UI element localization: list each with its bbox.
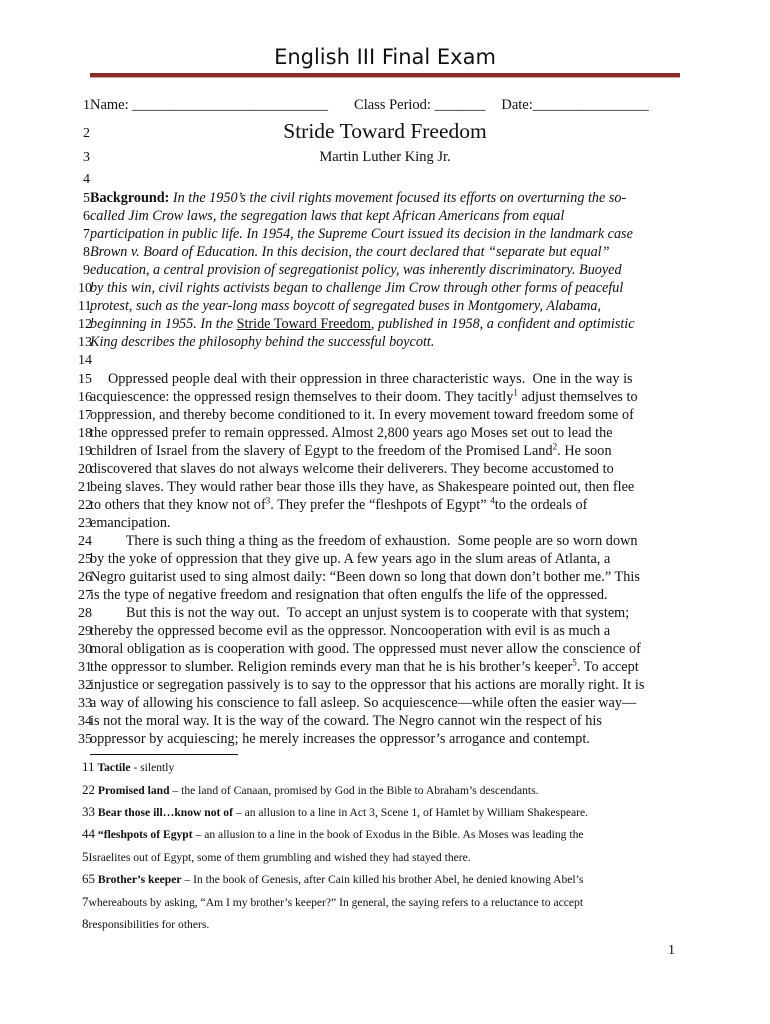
background-text: , published in 1958, a confident and optimistic <box>370 316 635 332</box>
line-number: 18 <box>78 426 93 441</box>
line-number: 1 <box>83 98 90 113</box>
line-number: 25 <box>78 552 93 567</box>
footnote <box>82 782 702 798</box>
body-text: being slaves. They would rather bear those ills they have, as Shakespeare pointed out, then flee <box>90 479 635 495</box>
line-number: 9 <box>83 263 90 278</box>
background-text: called Jim Crow laws, the segregation laws that kept African Americans from equal <box>90 208 565 224</box>
body-line <box>78 730 690 748</box>
background-text: King describes the philosophy behind the successful boycott. <box>90 334 435 350</box>
body-line <box>78 388 690 406</box>
body-text: Negro guitarist used to sing almost daily: “Been down so long that down don’t bother me.” This <box>90 569 640 585</box>
background-line <box>78 243 690 261</box>
line-number: 10 <box>78 281 92 296</box>
body-text: to others that they know not of <box>90 497 266 513</box>
name-field[interactable]: Name: ___________________________ <box>90 97 329 113</box>
body-line <box>78 550 690 568</box>
line-number: 32 <box>78 678 93 693</box>
class-period-field[interactable]: Class Period: _______ <box>354 97 486 113</box>
background-line <box>78 279 690 297</box>
background-text: beginning in 1955. In the <box>90 316 237 332</box>
body-text: a way of allowing his conscience to fall asleep. So acquiescence—while often the easier way— <box>90 695 637 711</box>
footnote-term: “fleshpots of Egypt <box>97 828 193 841</box>
footnote-number: 5 <box>82 849 89 864</box>
footnote-number: 33 <box>82 804 95 819</box>
footnote-definition: – an allusion to a line in the book of Exodus in the Bible. As Moses was leading the <box>192 828 584 841</box>
line-number: 5 <box>83 191 90 206</box>
body-text: acquiescence: the oppressed resign themselves to their doom. They tacitly <box>90 389 514 405</box>
body-text: . They prefer the “fleshpots of Egypt” <box>270 497 491 513</box>
line-number: 34 <box>78 714 93 729</box>
page-number: 1 <box>668 943 675 958</box>
line-4 <box>78 170 690 188</box>
line-number: 2 <box>83 126 90 141</box>
footnote-number: 44 <box>82 826 95 841</box>
footnote-term: Brother’s keeper <box>97 873 182 886</box>
line-number: 27 <box>78 588 93 603</box>
footnote-ref: 2 <box>552 441 558 452</box>
body-text: There is such thing a thing as the freedom of exhaustion. Some people are so worn down <box>90 533 638 549</box>
background-line <box>78 207 690 225</box>
background-label: Background: <box>90 190 170 206</box>
document-title: Stride Toward Freedom <box>283 119 487 143</box>
footnote-ref: 3 <box>265 495 271 506</box>
footnote-number: 7 <box>82 894 89 909</box>
background-text: Brown v. Board of Education. In this decision, the court declared that “separate but equal” <box>90 244 610 260</box>
line-number: 19 <box>78 444 93 459</box>
body-text: thereby the oppressed become evil as the oppressor. Noncooperation with evil is as much a <box>90 623 611 639</box>
body-line <box>78 532 690 550</box>
footnote-definition: responsibilities for others. <box>88 918 210 931</box>
footnote <box>82 849 702 865</box>
background-line <box>78 189 690 207</box>
body-text: to the ordeals of <box>494 497 588 513</box>
date-field[interactable]: Date:________________ <box>501 97 649 113</box>
line-number: 29 <box>78 624 93 639</box>
body-line <box>78 460 690 478</box>
page-header-title: English III Final Exam <box>274 45 496 69</box>
body-line <box>78 514 690 532</box>
footnote-term: Bear those ill…know not of <box>97 806 233 819</box>
line-number: 6 <box>83 209 90 224</box>
student-info-line <box>78 96 690 114</box>
footnote-number: 22 <box>82 782 95 797</box>
background-text: participation in public life. In 1954, the Supreme Court issued its decision in the landmark case <box>90 226 633 242</box>
background-text: protest, such as the year-long mass boycott of segregated buses in Montgomery, Alabama, <box>90 298 602 314</box>
body-text: But this is not the way out. To accept an unjust system is to cooperate with that system; <box>90 605 630 621</box>
body-text: . He soon <box>557 443 612 459</box>
body-line <box>78 622 690 640</box>
background-line <box>78 225 690 243</box>
body-text: by the yoke of oppression that they give up. A few years ago in the slum areas of Atlanta, a <box>90 551 611 567</box>
line-number: 21 <box>78 480 93 495</box>
body-line <box>78 442 690 460</box>
body-line <box>78 694 690 712</box>
body-line <box>78 604 690 622</box>
body-text: discovered that slaves do not always welcome their deliverers. They become accustomed to <box>90 461 614 477</box>
line-number: 28 <box>78 606 93 621</box>
background-text: In the 1950’s the civil rights movement focused its efforts on overturning the so- <box>169 190 627 206</box>
footnote-ref: 5 <box>572 657 577 668</box>
body-line <box>78 496 690 514</box>
footnote-ref: 1 <box>513 387 518 398</box>
body-text: adjust themselves to <box>517 389 638 405</box>
footnote <box>82 871 702 887</box>
line-number: 4 <box>83 172 90 187</box>
body-line <box>78 658 690 676</box>
footnote-term: Tactile <box>97 761 131 774</box>
footnote-number: 65 <box>82 871 95 886</box>
line-number: 24 <box>78 534 93 549</box>
book-title-underlined: Stride Toward Freedom <box>236 316 371 332</box>
body-line <box>78 676 690 694</box>
line-14 <box>78 351 690 369</box>
body-text: is not the moral way. It is the way of the coward. The Negro cannot win the respect of his <box>90 713 602 729</box>
line-number: 11 <box>78 299 92 314</box>
line-number: 16 <box>78 390 93 405</box>
footnote-definition: – an allusion to a line in Act 3, Scene 1, of Hamlet by William Shakespeare. <box>232 806 589 819</box>
footnote <box>82 804 702 820</box>
footnote-divider <box>90 754 238 755</box>
background-text: education, a central provision of segregationist policy, was inherently discriminatory. Buoyed <box>90 262 622 278</box>
line-number: 22 <box>78 498 93 513</box>
line-number: 13 <box>78 335 92 350</box>
body-line <box>78 586 690 604</box>
body-text: the oppressor to slumber. Religion reminds every man that he is his brother’s keeper <box>90 659 573 675</box>
body-line <box>78 640 690 658</box>
line-number: 31 <box>78 660 93 675</box>
line-number: 17 <box>78 408 93 423</box>
body-line <box>78 478 690 496</box>
footnote-number: 8 <box>82 916 89 931</box>
body-text: moral obligation as is cooperation with good. The oppressed must never allow the conscience of <box>90 641 641 657</box>
line-number: 8 <box>83 245 90 260</box>
body-text: . To accept <box>576 659 639 675</box>
line-number: 30 <box>78 642 93 657</box>
footnote-definition: - silently <box>130 761 175 774</box>
line-number: 33 <box>78 696 93 711</box>
line-number: 20 <box>78 462 93 477</box>
body-text: oppression, and thereby become conditioned to it. In every movement toward freedom some of <box>90 407 634 423</box>
body-text: children of Israel from the slavery of Egypt to the freedom of the Promised Land <box>90 443 553 459</box>
line-number: 26 <box>78 570 93 585</box>
footnote-definition: Israelites out of Egypt, some of them grumbling and wished they had stayed there. <box>88 851 471 864</box>
body-text: the oppressed prefer to remain oppressed. Almost 2,800 years ago Moses set out to lead the <box>90 425 613 441</box>
body-text: is the type of negative freedom and resignation that often engulfs the life of the oppressed. <box>90 587 608 603</box>
footnote-ref: 4 <box>490 495 495 506</box>
body-text: emancipation. <box>90 515 171 531</box>
line-number: 3 <box>83 150 90 165</box>
footnote-number: 11 <box>82 759 95 774</box>
background-text: by this win, civil rights activists began to challenge Jim Crow through other forms of peaceful <box>90 280 624 296</box>
footnote <box>82 759 702 775</box>
footnote-definition: – In the book of Genesis, after Cain killed his brother Abel, he denied knowing Abel’s <box>181 873 584 886</box>
body-text: injustice or segregation passively is to say to the oppressor that his actions are morally right. It is <box>90 677 645 693</box>
background-line <box>78 261 690 279</box>
line-number: 7 <box>83 227 90 242</box>
line-number: 12 <box>78 317 92 332</box>
footnote-definition: whereabouts by asking, “Am I my brother’s keeper?” In general, the saying refers to a reluctance to accept <box>88 896 584 909</box>
footnote <box>82 916 702 932</box>
body-line <box>78 424 690 442</box>
author-name: Martin Luther King Jr. <box>319 149 451 165</box>
body-text: Oppressed people deal with their oppression in three characteristic ways. One in the way is <box>90 371 633 387</box>
body-line <box>78 568 690 586</box>
body-line <box>78 712 690 730</box>
footnote-definition: – the land of Canaan, promised by God in the Bible to Abraham’s descendants. <box>169 784 539 797</box>
background-line <box>78 297 690 315</box>
body-line <box>78 370 690 388</box>
body-text: oppressor by acquiescing; he merely increases the oppressor’s arrogance and contempt. <box>90 731 590 747</box>
line-number: 35 <box>78 732 93 747</box>
background-line <box>78 315 690 333</box>
line-number: 15 <box>78 372 93 387</box>
background-line <box>78 333 690 351</box>
footnote-term: Promised land <box>97 784 170 797</box>
line-number: 14 <box>78 353 92 368</box>
footnote <box>82 826 702 842</box>
footnote <box>82 894 702 910</box>
header-divider <box>90 73 680 78</box>
body-line <box>78 406 690 424</box>
line-number: 23 <box>78 516 93 531</box>
